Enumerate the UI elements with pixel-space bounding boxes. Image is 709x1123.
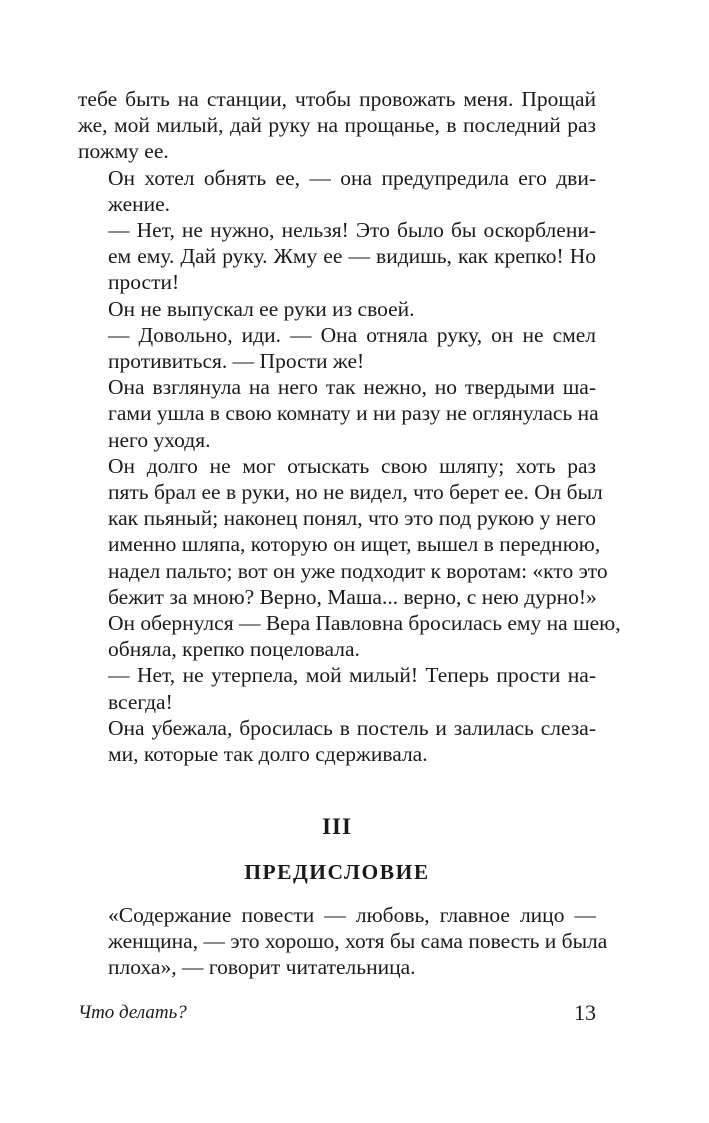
chapter-opening-text bbox=[78, 902, 608, 981]
page-footer bbox=[78, 1000, 596, 1030]
chapter-title: ПРЕДИСЛОВИЕ bbox=[244, 860, 430, 884]
text-line: именно шляпа, которую он ищет, вышел в переднюю, bbox=[108, 532, 601, 557]
main-text bbox=[78, 86, 621, 767]
text-line: Он обернулся — Вера Павловна бросилась ему на шею, bbox=[108, 611, 621, 636]
text-line: тебе быть на станции, чтобы провожать меня. Прощай bbox=[78, 87, 596, 111]
text-line: Он долго не мог отыскать свою шляпу; хоть раз bbox=[108, 453, 596, 478]
paragraph bbox=[78, 662, 596, 714]
paragraph bbox=[78, 902, 608, 981]
text-line: Она убежала, бросилась в постель и залилась слеза- bbox=[108, 715, 596, 740]
text-line: прости! bbox=[108, 270, 180, 295]
text-line: ем ему. Дай руку. Жму ее — видишь, как крепко! Но bbox=[108, 244, 596, 269]
paragraph bbox=[78, 374, 599, 453]
text-line: же, мой милый, дай руку на прощанье, в последний раз bbox=[78, 113, 596, 138]
text-line: Он хотел обнять ее, — она предупредила его дви- bbox=[108, 165, 596, 190]
text-line: пять брал ее в руки, но не видел, что берет ее. Он был bbox=[108, 480, 603, 505]
text-line: женщина, — это хорошо, хотя бы сама повесть и была bbox=[108, 929, 608, 954]
text-line: «Содержание повести — любовь, главное лицо — bbox=[108, 903, 596, 927]
text-line: всегда! bbox=[108, 689, 173, 714]
text-line: — Нет, не утерпела, мой милый! Теперь прости на- bbox=[108, 663, 596, 688]
text-line: надел пальто; вот он уже подходит к воротам: «кто это bbox=[108, 558, 608, 583]
book-page bbox=[78, 86, 621, 980]
text-line: обняла, крепко поцеловала. bbox=[108, 637, 360, 662]
paragraph bbox=[78, 453, 621, 663]
text-line: противиться. — Прости же! bbox=[108, 349, 365, 374]
paragraph bbox=[78, 322, 596, 374]
text-line: пожму ее. bbox=[78, 139, 169, 164]
text-line: Она взглянула на него так нежно, но твердыми ша- bbox=[108, 375, 596, 400]
text-line: бежит за мною? Верно, Маша... верно, с нею дурно!» bbox=[108, 584, 597, 609]
paragraph bbox=[78, 715, 596, 767]
text-line: — Довольно, иди. — Она отняла руку, он не смел bbox=[108, 322, 596, 347]
text-line: плоха», — говорит читательница. bbox=[108, 955, 416, 980]
page-number: 13 bbox=[574, 1000, 596, 1025]
text-line: Он не выпускал ее руки из своей. bbox=[108, 296, 415, 321]
paragraph bbox=[78, 217, 596, 296]
running-title: Что делать? bbox=[78, 1002, 187, 1023]
text-line: гами ушла в свою комнату и ни разу не оглянулась на bbox=[108, 401, 599, 426]
text-line: — Нет, не нужно, нельзя! Это было бы оскорблени- bbox=[108, 218, 596, 243]
paragraph bbox=[78, 165, 596, 217]
paragraph bbox=[78, 296, 596, 322]
paragraph bbox=[78, 86, 596, 165]
text-line: жение. bbox=[108, 191, 171, 216]
text-line: ми, которые так долго сдерживала. bbox=[108, 742, 428, 767]
text-line: как пьяный; наконец понял, что это под рукою у него bbox=[108, 506, 596, 531]
text-line: него уходя. bbox=[108, 427, 211, 452]
chapter-number: III bbox=[322, 814, 352, 839]
